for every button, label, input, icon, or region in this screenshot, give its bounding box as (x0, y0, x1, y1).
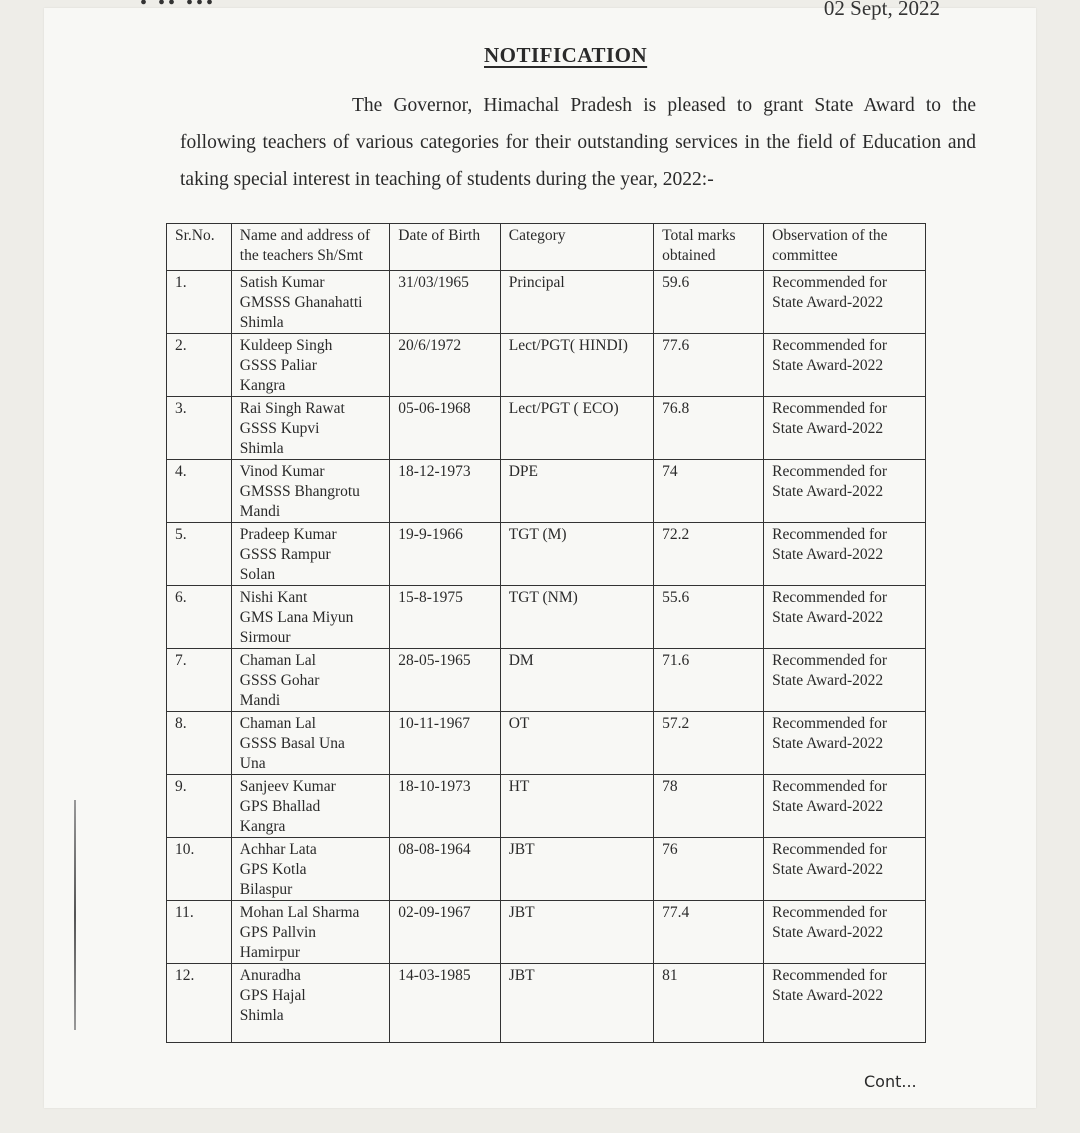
cell-category: DPE (500, 460, 653, 523)
teacher-school: GSSS Basal Una (239, 735, 345, 752)
teacher-district: Mandi (239, 692, 281, 709)
table-body (167, 271, 926, 1043)
cell-marks: 71.6 (654, 649, 764, 712)
teacher-district: Bilaspur (239, 881, 293, 898)
table-row (167, 838, 926, 901)
cell-marks: 76.8 (654, 397, 764, 460)
teacher-school: GPS Bhallad (239, 798, 321, 815)
cell-marks: 59.6 (654, 271, 764, 334)
table-row (167, 523, 926, 586)
teacher-school: GMS Lana Miyun (239, 609, 354, 626)
cell-sr-no: 7. (167, 649, 232, 712)
cell-name-address (231, 964, 390, 1043)
cell-name-address (231, 271, 390, 334)
cell-observation: Recommended for State Award-2022 (764, 901, 926, 964)
cell-category: Lect/PGT( HINDI) (500, 334, 653, 397)
column-header-dob: Date of Birth (390, 224, 500, 271)
cell-category: OT (500, 712, 653, 775)
cell-dob: 05-06-1968 (390, 397, 500, 460)
teacher-school: GSSS Gohar (239, 672, 320, 689)
cell-category: TGT (NM) (500, 586, 653, 649)
cell-category: JBT (500, 838, 653, 901)
teacher-district: Sirmour (239, 629, 291, 646)
cell-observation: Recommended for State Award-2022 (764, 964, 926, 1043)
cell-category: DM (500, 649, 653, 712)
column-header-category: Category (500, 224, 653, 271)
cell-marks: 74 (654, 460, 764, 523)
teacher-name: Rai Singh Rawat (239, 400, 345, 417)
teacher-district: Shimla (239, 314, 284, 331)
cell-dob: 19-9-1966 (390, 523, 500, 586)
cell-observation: Recommended for State Award-2022 (764, 586, 926, 649)
teacher-school: GSSS Paliar (239, 357, 317, 374)
teacher-name: Pradeep Kumar (239, 526, 337, 543)
cell-name-address (231, 649, 390, 712)
cell-observation: Recommended for State Award-2022 (764, 649, 926, 712)
cell-sr-no: 10. (167, 838, 232, 901)
column-header-marks: Total marks obtained (654, 224, 764, 271)
margin-mark (74, 800, 76, 1030)
teacher-name: Vinod Kumar (239, 463, 325, 480)
table-row (167, 649, 926, 712)
table-header-row (167, 224, 926, 271)
teacher-name: Chaman Lal (239, 715, 316, 732)
cell-sr-no: 8. (167, 712, 232, 775)
teacher-district: Solan (239, 566, 276, 583)
cell-sr-no: 1. (167, 271, 232, 334)
table-row (167, 334, 926, 397)
teacher-name: Mohan Lal Sharma (239, 904, 360, 921)
continued-label: Cont... (864, 1072, 917, 1091)
teacher-school: GMSSS Bhangrotu (239, 483, 360, 500)
cell-dob: 14-03-1985 (390, 964, 500, 1043)
cell-marks: 55.6 (654, 586, 764, 649)
table-row (167, 901, 926, 964)
table-row (167, 460, 926, 523)
cell-observation: Recommended for State Award-2022 (764, 460, 926, 523)
teacher-school: GPS Pallvin (239, 924, 316, 941)
teacher-district: Kangra (239, 818, 286, 835)
cell-dob: 20/6/1972 (390, 334, 500, 397)
cell-name-address (231, 838, 390, 901)
cell-dob: 15-8-1975 (390, 586, 500, 649)
table-row (167, 775, 926, 838)
table-row (167, 712, 926, 775)
cell-sr-no: 5. (167, 523, 232, 586)
cell-sr-no: 3. (167, 397, 232, 460)
cell-name-address (231, 712, 390, 775)
cell-name-address (231, 901, 390, 964)
cell-name-address (231, 460, 390, 523)
cell-dob: 10-11-1967 (390, 712, 500, 775)
cell-category: HT (500, 775, 653, 838)
teacher-school: GSSS Kupvi (239, 420, 320, 437)
page-title: NOTIFICATION (484, 43, 648, 67)
cropped-header (140, 0, 940, 22)
teacher-district: Mandi (239, 503, 281, 520)
cell-observation: Recommended for State Award-2022 (764, 334, 926, 397)
table-row (167, 271, 926, 334)
cell-name-address (231, 397, 390, 460)
teacher-school: GPS Kotla (239, 861, 307, 878)
cell-category: JBT (500, 901, 653, 964)
cell-name-address (231, 586, 390, 649)
cell-category: TGT (M) (500, 523, 653, 586)
teacher-name: Achhar Lata (239, 841, 317, 858)
teacher-school: GPS Hajal (239, 987, 306, 1004)
notification-paragraph (180, 87, 976, 198)
cell-marks: 57.2 (654, 712, 764, 775)
table-row (167, 964, 926, 1043)
cell-sr-no: 4. (167, 460, 232, 523)
cell-sr-no: 11. (167, 901, 232, 964)
cell-category: JBT (500, 964, 653, 1043)
cell-sr-no: 2. (167, 334, 232, 397)
teacher-school: GMSSS Ghanahatti (239, 294, 363, 311)
teacher-district: Shimla (239, 440, 284, 457)
teacher-school: GSSS Rampur (239, 546, 331, 563)
cell-category: Principal (500, 271, 653, 334)
cell-marks: 78 (654, 775, 764, 838)
header-date: 02 Sept, 2022 (823, 0, 940, 20)
header-file-number-fragment: • •• ••• (140, 0, 217, 14)
cell-dob: 02-09-1967 (390, 901, 500, 964)
teacher-name: Sanjeev Kumar (239, 778, 336, 795)
teacher-name: Satish Kumar (239, 274, 325, 291)
teacher-name: Nishi Kant (239, 589, 308, 606)
cell-observation: Recommended for State Award-2022 (764, 838, 926, 901)
teacher-district: Kangra (239, 377, 286, 394)
cell-name-address (231, 523, 390, 586)
cell-marks: 77.6 (654, 334, 764, 397)
teacher-district: Hamirpur (239, 944, 301, 961)
teacher-name: Anuradha (239, 967, 301, 984)
cell-dob: 28-05-1965 (390, 649, 500, 712)
teacher-district: Una (239, 755, 266, 772)
teacher-name: Chaman Lal (239, 652, 316, 669)
table-row (167, 586, 926, 649)
teacher-district: Shimla (239, 1007, 284, 1024)
awards-table (166, 223, 926, 1043)
column-header-name: Name and address of the teachers Sh/Smt (231, 224, 390, 271)
cell-sr-no: 6. (167, 586, 232, 649)
cell-category: Lect/PGT ( ECO) (500, 397, 653, 460)
cell-dob: 18-12-1973 (390, 460, 500, 523)
paragraph-text: The Governor, Himachal Pradesh is pleased to grant State Award to the following teachers of various categories for their outstanding services in the field of Education and taking special interest in teaching of students during the year, 2022:- (180, 95, 976, 190)
cell-marks: 76 (654, 838, 764, 901)
cell-name-address (231, 334, 390, 397)
table-row (167, 397, 926, 460)
cell-observation: Recommended for State Award-2022 (764, 271, 926, 334)
cell-observation: Recommended for State Award-2022 (764, 712, 926, 775)
cell-sr-no: 12. (167, 964, 232, 1043)
cell-dob: 08-08-1964 (390, 838, 500, 901)
column-header-observation: Observation of the committee (764, 224, 926, 271)
cell-observation: Recommended for State Award-2022 (764, 523, 926, 586)
cell-dob: 31/03/1965 (390, 271, 500, 334)
cell-dob: 18-10-1973 (390, 775, 500, 838)
cell-name-address (231, 775, 390, 838)
cell-marks: 77.4 (654, 901, 764, 964)
cell-observation: Recommended for State Award-2022 (764, 397, 926, 460)
teacher-name: Kuldeep Singh (239, 337, 333, 354)
cell-marks: 81 (654, 964, 764, 1043)
cell-sr-no: 9. (167, 775, 232, 838)
cell-marks: 72.2 (654, 523, 764, 586)
column-header-sr-no: Sr.No. (167, 224, 232, 271)
cell-observation: Recommended for State Award-2022 (764, 775, 926, 838)
